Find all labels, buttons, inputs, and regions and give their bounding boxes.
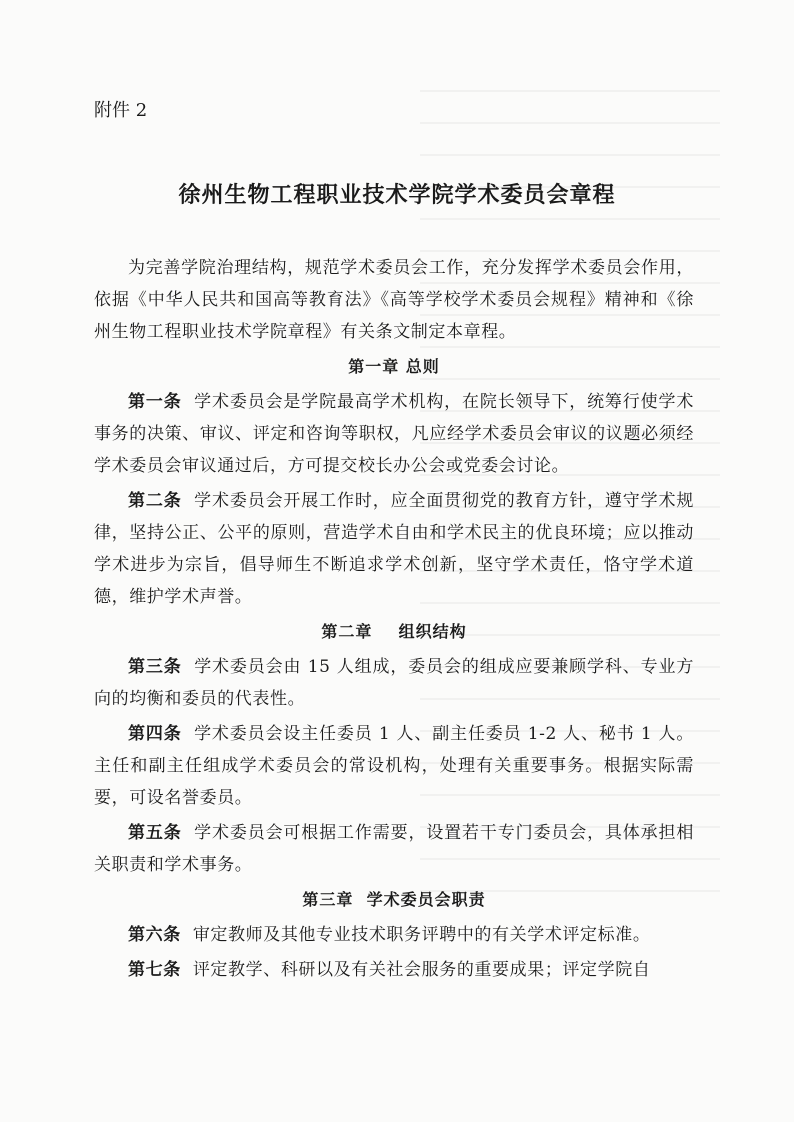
article-text: 学术委员会设主任委员 1 人、副主任委员 1-2 人、秘书 1 人。主任和副主任组成学术委员会的常设机构，处理有关重要事务。根据实际需要，可设名誉委员。 bbox=[94, 724, 694, 808]
attachment-label: 附件 2 bbox=[94, 100, 148, 121]
preamble-paragraph: 为完善学院治理结构，规范学术委员会工作，充分发挥学术委员会作用，依据《中华人民共和国高等教育法》《高等学校学术委员会规程》精神和《徐州生物工程职业技术学院章程》有关条文制定本章程。 bbox=[94, 258, 694, 342]
document-title: 徐州生物工程职业技术学院学术委员会章程 bbox=[178, 183, 616, 208]
article-number: 第一条 bbox=[128, 392, 182, 412]
article-number: 第五条 bbox=[128, 823, 182, 843]
chapter-heading: 第二章 组织结构 bbox=[321, 622, 467, 641]
article-text: 审定教师及其他专业技术职务评聘中的有关学术评定标准。 bbox=[192, 925, 651, 945]
article-text: 学术委员会是学院最高学术机构，在院长领导下，统筹行使学术事务的决策、审议、评定和咨询等职权，凡应经学术委员会审议的议题必须经学术委员会审议通过后，方可提交校长办公会或党委会讨论。 bbox=[94, 392, 694, 476]
article-text: 学术委员会由 15 人组成，委员会的组成应要兼顾学科、专业方向的均衡和委员的代表性。 bbox=[94, 657, 694, 709]
article-paragraph bbox=[94, 817, 694, 881]
chapter-heading: 第一章 总则 bbox=[348, 357, 440, 376]
chapter-heading: 第三章 学术委员会职责 bbox=[302, 890, 486, 909]
article-paragraph bbox=[94, 954, 694, 986]
document-body bbox=[94, 252, 694, 989]
article-paragraph bbox=[94, 485, 694, 613]
article-number: 第三条 bbox=[128, 657, 182, 677]
article-paragraph bbox=[94, 386, 694, 482]
article-number: 第七条 bbox=[128, 960, 181, 980]
article-number: 第四条 bbox=[128, 724, 182, 744]
article-paragraph bbox=[94, 919, 694, 951]
article-paragraph bbox=[94, 651, 694, 715]
article-text: 学术委员会开展工作时，应全面贯彻党的教育方针，遵守学术规律，坚持公正、公平的原则，营造学术自由和学术民主的优良环境；应以推动学术进步为宗旨，倡导师生不断追求学术创新，坚守学术责任，恪守学术道德，维护学术声誉。 bbox=[94, 491, 694, 607]
article-number: 第六条 bbox=[128, 925, 181, 945]
article-text: 学术委员会可根据工作需要，设置若干专门委员会，具体承担相关职责和学术事务。 bbox=[94, 823, 694, 875]
article-text: 评定教学、科研以及有关社会服务的重要成果；评定学院自 bbox=[192, 960, 651, 980]
article-paragraph bbox=[94, 718, 694, 814]
article-number: 第二条 bbox=[128, 491, 182, 511]
